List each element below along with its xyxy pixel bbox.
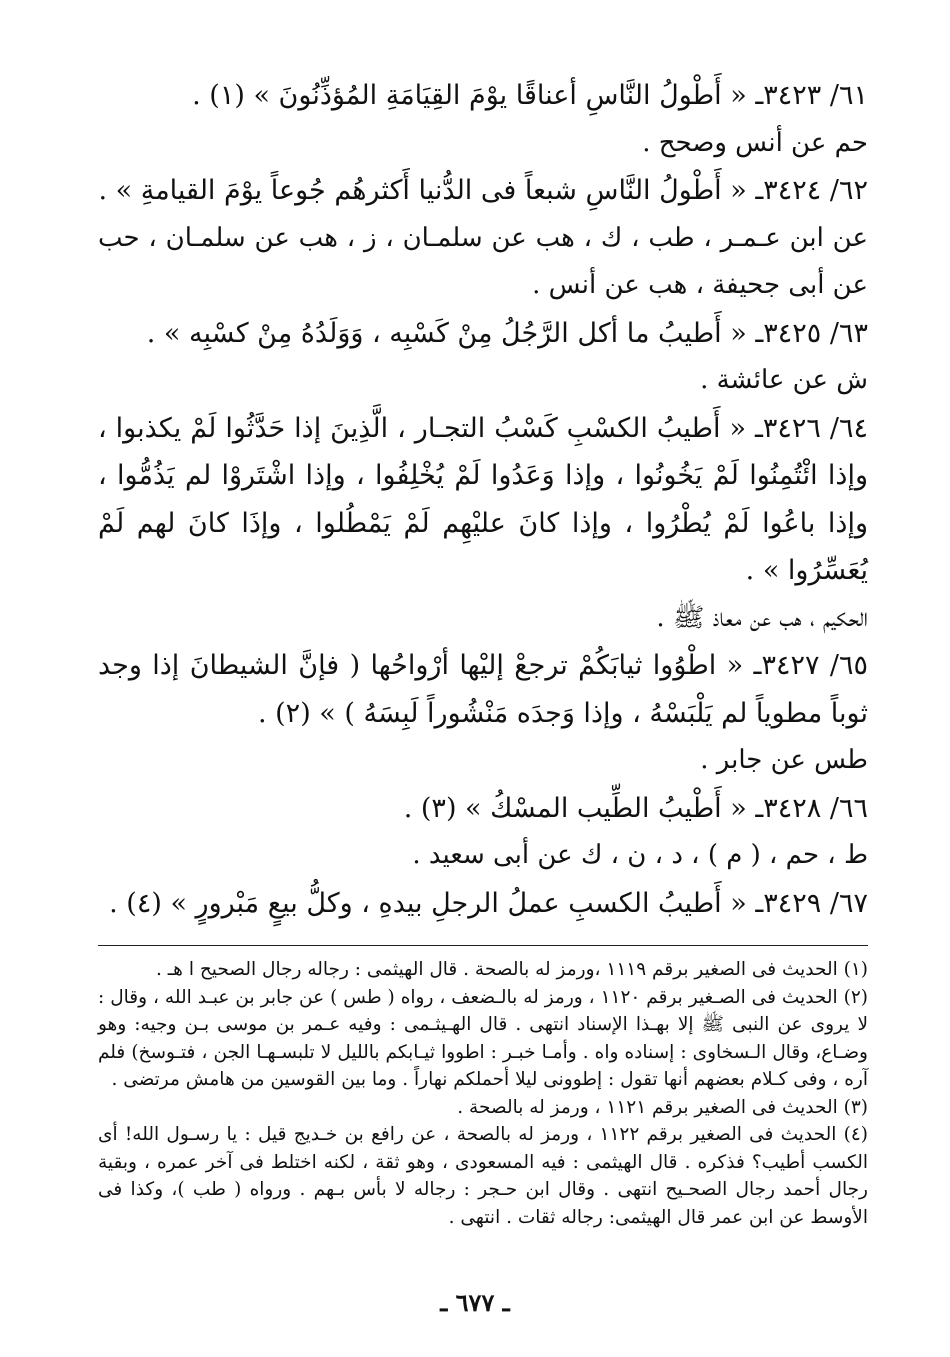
hadith-source-3425: ش عن عائشة . — [700, 365, 868, 395]
footnote-4: (٤) الحديث فى الصغير برقم ١١٢٢ ، ورمز له بالصحة ، عن رافع بن خـديج قيل : يا رسـول الله! أى الكسب أطيب؟ فذكره . قال الهيثمى : فيه المسعودى ، وهو ثقة ، لكنه اختلط فى آخر عمره ، وبقية رجال أحمد رجال الصحـيح انتهى . وقال ابن حـجر : رجاله لا بأس بـهم . ورواه ( طب )، وكذا فى الأوسط عن ابن عمر قال الهيثمى: رجاله ثقات . انتهى . — [98, 1124, 868, 1228]
hadith-entry-3428: ٦٦/ ٣٤٢٨ـ « أَطْيبُ الطِّيب المسْكُ » (٣) . — [403, 792, 868, 824]
hadith-source-3424: عن ابن عـمـر ، طب ، ك ، هب عن سلمـان ، ز ، هب عن سلمـان ، حب عن أبى جحيفة ، هب عن أنس . — [98, 222, 868, 300]
hadith-source-3426: الحكيم ، هب عن معاذ ﷺ . — [656, 602, 868, 633]
hadith-source-3427: طس عن جابر . — [700, 745, 868, 775]
hadith-source-3428: ط ، حم ، ( م ) ، د ، ن ، ك عن أبى سعيد . — [412, 840, 868, 870]
footnotes — [98, 956, 868, 1231]
hadith-list — [98, 72, 868, 927]
footnote-2: (٢) الحديث فى الصـغير برقم ١١٢٠ ، ورمز له بالـضعف ، رواه ( طس ) عن جابر بن عبـد الله ، وقال : لا يروى عن النبى ﷺ إلا بهـذا الإسناد انتهى . قال الهـيثـمى : وفيه عـمر بن موسى بـن وجيه: وهو وضـاع، وقال الـسخاوى : إسناده واه . وأمـا خبـر : اطووا ثيـابكم بالليل لا تلبسـهـا الجن ، فتـوسخ) فلم آره ، وفى كـلام بعضهم أنها تقول : إطوونى ليلا أحملكم نهاراً . وما بين القوسين من هامش مرتضى . — [98, 986, 868, 1090]
hadith-entry-3424: ٦٢/ ٣٤٢٤ـ « أَطْولُ النَّاسِ شبعاً فى الدُّنيا أَكثرهُم جُوعاً يوْمَ القيامةِ » . — [98, 175, 868, 206]
footnote-3: (٣) الحديث فى الصغير برقم ١١٢١ ، ورمز له بالصحة . — [457, 1096, 868, 1118]
hadith-entry-3425: ٦٣/ ٣٤٢٥ـ « أَطيبُ ما أكل الرَّجُلُ مِنْ كَسْبِه ، وَوَلَدُهُ مِنْ كسْبِه » . — [146, 317, 868, 349]
hadith-entry-3427: ٦٥/ ٣٤٢٧ـ « اطْوُوا ثيابَكُمْ ترجعْ إليْها أرْواحُها ( فإنَّ الشيطانَ إذا وجد ثوباً مطوياً لم يَلْبَسْهُ ، وإذا وَجدَه مَنْشُوراً لَبِسَهُ ) » (٢) . — [98, 650, 868, 729]
page-number: ـ ٦٧٧ ـ — [440, 1288, 510, 1317]
hadith-entry-3423: ٦١/ ٣٤٢٣ـ « أَطْولُ النَّاسِ أعناقًا يوْمَ القِيَامَةِ المُؤذِّنُونَ » (١) . — [192, 80, 868, 111]
footnote-1: (١) الحديث فى الصغير برقم ١١١٩ ،ورمز له بالصحة . قال الهيثمى : رجاله رجال الصحيح ا هـ . — [156, 959, 868, 980]
hadith-entry-3429: ٦٧/ ٣٤٢٩ـ « أَطيبُ الكسبِ عملُ الرجلِ بيدهِ ، وكلُّ بيعٍ مَبْرورٍ » (٤) . — [109, 887, 868, 919]
hadith-source-3423: حم عن أنس وصحح . — [642, 127, 868, 158]
footnote-separator — [98, 945, 868, 946]
hadith-entry-3426: ٦٤/ ٣٤٢٦ـ « أَطيبُ الكسْبِ كَسْبُ التجـار ، الَّذِينَ إذا حَدَّثُوا لَمْ يكذبوا ، وإذا ائْتُمِنُوا لَمْ يَخُونُوا ، وإذا وَعَدُوا لَمْ يُخْلِفُوا ، وإذا اشْتَروْا لم يَذُمُّوا ، وإذا باعُوا لَمْ يُطْرُوا ، وإذا كانَ عليْهِم لَمْ يَمْطُلوا ، وإذَا كانَ لهم لَمْ يُعَسِّرُوا » . — [98, 412, 869, 586]
